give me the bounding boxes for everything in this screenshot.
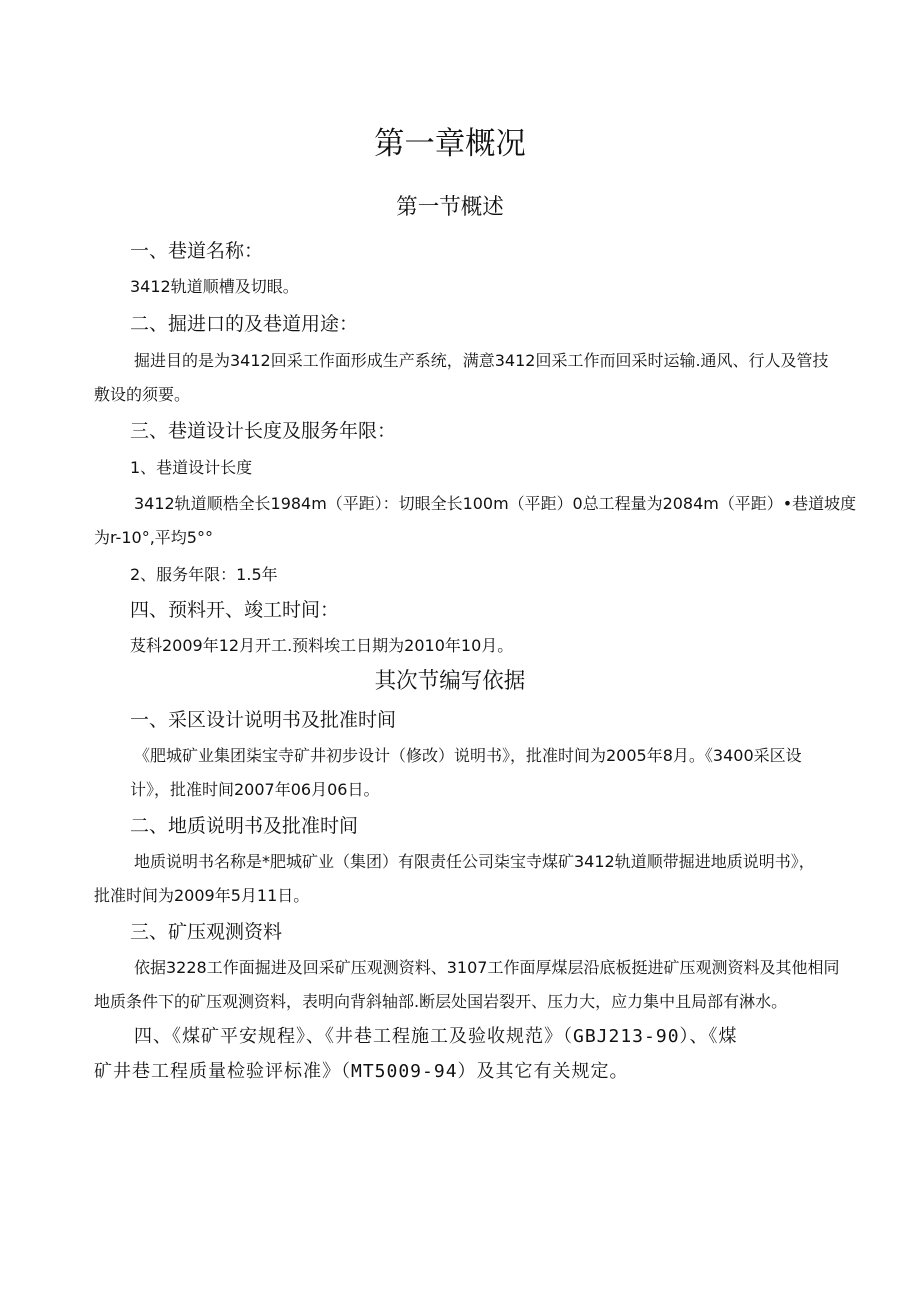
s1-item3-sub1-text-line1: 3412轨道顺梏全长1984m（平距）：切眼全长100m（平距）0总工程量为2084m（平距）•巷道坡度 [134, 494, 857, 513]
s1-item3-sub2: 2、服务年限：1.5年 [130, 565, 278, 584]
s2-item2-text-line1: 地质说明书名称是*肥城矿业（集团）有限责任公司柒宝寺煤矿3412轨道顺带掘进地质说明书》， [134, 852, 815, 871]
section2-title: 其次节编写依据 [374, 669, 526, 694]
s2-item3-text-line2: 地质条件下的矿压观测资料，表明向背斜轴部.断层处国岩裂开、压力大，应力集中且局部有淋水。 [94, 992, 788, 1011]
s2-item3-heading: 三、矿压观测资料 [130, 921, 283, 943]
s1-item3-heading: 三、巷道设计长度及服务年限： [130, 420, 397, 442]
s1-item4-heading: 四、预料开、竣工时间： [130, 599, 340, 621]
s2-item2-heading: 二、地质说明书及批准时间 [130, 815, 359, 837]
s1-item4-text: 芨科2009年12月开工.预料埃工日期为2010年10月。 [130, 636, 514, 655]
s1-item3-sub1-text-line2: 为r-10°,平均5°° [94, 528, 213, 547]
s1-item3-sub1: 1、巷道设计长度 [130, 458, 253, 477]
s1-item2-text-line2: 敷设的须要。 [94, 385, 191, 404]
s2-item1-text-line1: 《肥城矿业集团柒宝寺矿井初步设计（修改）说明书》，批准时间为2005年8月。《3400采区设 [134, 746, 802, 765]
s2-item1-text-line2: 计》，批准时间2007年06月06日。 [130, 780, 380, 799]
section1-title: 第一节概述 [396, 195, 504, 220]
s2-item4-text-line1: 四、《煤矿平安规程》、《井巷工程施工及验收规范》（GBJ213-90）、《煤 [134, 1026, 738, 1047]
s2-item1-heading: 一、采区设计说明书及批准时间 [130, 709, 397, 731]
s2-item2-text-line2: 批准时间为2009年5月11日。 [94, 886, 310, 905]
s2-item4-text-line2: 矿井巷工程质量检验评标准》（MT5009-94）及其它有关规定。 [94, 1061, 629, 1082]
s1-item1-text: 3412轨道顺槽及切眼。 [130, 277, 299, 296]
s1-item2-heading: 二、掘进口的及巷道用途： [130, 313, 359, 335]
s1-item2-text-line1: 掘进目的是为3412回采工作面形成生产系统，满意3412回采工作而回采时运输.通风、行人及管技 [134, 351, 829, 370]
s1-item1-heading: 一、巷道名称： [130, 240, 264, 262]
chapter-title: 第一章概况 [374, 126, 526, 162]
s2-item3-text-line1: 依据3228工作面掘进及回采矿压观测资料、3107工作面厚煤层沿底板挺进矿压观测资料及其他相同 [134, 958, 840, 977]
